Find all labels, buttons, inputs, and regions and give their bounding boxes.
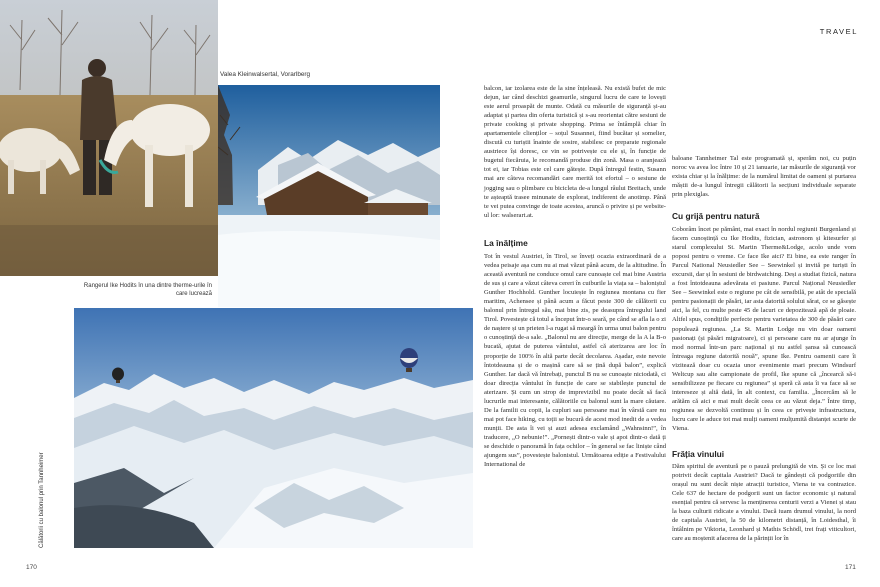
article-column-right [672,154,856,199]
heading-fratia-vinului: Frăția vinului [672,449,725,459]
article-column-right-cont-2 [672,462,856,543]
column-left-paragraph-2: Tot în vestul Austriei, în Tirol, se înveți ocazia extraordinară de a vedea peisaje așa cum nu ai mai văzut până acum, de la altitudine. În această aventură ne conduce omul care cunoaște cel mai bine Austria de sus și care a văzut câteva cereri în cuiburile la viața sa – baloniștul Gunther Hochhold. Gunther locuiește în regiunea montana cu fier maritim, Achensee și până acum a făcut peste 300 de călătorii cu balonul prin întregul său, mai bine zis, pe deasupra întregului land Tirol. Povestește că totul a început într-o seară, pe când se afla la o zi de naștere și un prieten l-a rugat să meargă în urma unui balon pentru o cunoștință de-a sale. „Balonul nu are direcție, merge de la A la B-o bucată, ajutat de puterea vântului, astfel că aterizarea are loc în proporție de 100% în altă parte decât decolarea. Așadar, este nevoie întotdeauna și de o mașină care să se țină după balon”, explică Gunther. Iar dacă vă întrebați, punctul B nu se cunoaște niciodată, ci doar direcția vântului în funcție de care se stabilește punctul de aterizare. Și cum un strop de imprevizibil nu poate decât să facă lucrurile mai interesante, călătoriile cu balonul sunt la mare căutare. De la familii cu copii, la cupluri sau persoane mai în vârstă care nu mai pot face hiking, cu toții se bucură de acest mod inedit de a vedea munții. De asta îi vei și auzi adesea exclamând „Wahnsinn!”, în traducere, „O nebunie!”. „Pornești dintr-o vale și apoi dintr-o dată ți se deschide o panoramă în fața ochilor – în general se fac liniște când ajungem sus”, povestește balonistul. Următoarea ediție a Festivalului International de [484,253,666,469]
heading-la-inaltime: La înălțime [484,238,528,248]
ranger-caption: Rangerul Ike Hodits în una dintre therme-urile în care lucrează [83,283,212,298]
column-left-paragraph-1: balcon, iar izolarea este de la sine înțeleasă. Nu există bufet de mic dejun, iar când deschizi geamurile, singurul lucru de care te lovești este aerul proaspăt de munte. Odată cu măsurile de siguranță și-au adaptat și partea din oferta turistică și s-au reorientat către sesiuni de private cooking și private shopping. Prima se întâmplă chiar în apartamentele clienților – soțul Susannei, fiind bucătar și somelier, discută cu turiștii înainte de sosire, stabilesc ce preparate regionale austriece își doresc, ce vin se potrivește cu ele și, în funcție de bugetul fiecăruia, le recomandă produse din zonă. Masa o aranjează tot ei, iar Tobias este cel care gătește. După întregul festin, Susann mai are câteva recomandări care merită tot efortul – o sesiune de jogging sau o plimbare cu bicicleta de-a lungul râului Breitach, unde te așteaptă trasee minunate de explorat, indiferent de anotimp. Până te vei putea convinge de toate acestea, aruncă o privire și pe website-ul lor: walserart.at. [484,85,666,219]
article-column-left-cont [484,252,666,469]
heading-cu-grija-pentru-natura: Cu grijă pentru natură [672,211,760,221]
column-right-paragraph-2: Coborâm încet pe pământ, mai exact în nordul regiunii Burgenland și facem cunoștință cu Ike Hodits, fizician, astronom și kitesurfer și starul complexului St. Martin Therme&Lodge, acolo unde vom poposi pentru o vreme. Ce face Ike aici? Ei bine, ea este ranger în Parcul National Neusiedler See – Seewinkel și invită pe turiști în excursii, dar și în sesiuni de birdwatching. Deși a studiat fizică, natura a fost întotdeauna adevărata ei pasiune. Parcul Național Neusiedler See – Seewinkel este o regiune pe cât de sensibilă, pe atât de specială pentru pasionații de păsări, iar asta datorită solului sărat, ce se găsește aici, la fel, cu multe peste 45 de lacuri ce depozitează apă de ploaie. Altfel spus, condițiile perfecte pentru varietatea de 300 de păsări care populează regiunea. „La St. Martin Lodge nu vin doar oameni pasionați (și păsări migratoare), ci și persoane care nu ar ajunge în mod normal într-un parc național și nu astfel șansa să cunoască întreaga regiune datorită nouă”, spune Ike. Pentru oamenii care îi vizitează doar cu ocazia unor evenimente mari precum Windsurf Weltcup sau alte campionate de profil, Ike spune că „încearcă să-i sensibilizeze pe fiecare cu regiunea” și speră că asta îi va face să se intereseze și altă dată, în alt context, cu familia. „Încercăm să le arătăm că aici e mai mult decât ceea ce au văzut deja.” Între timp, regiunea se dezvoltă continuu și în ceea ce privește infrastructura, lucru care le aduce tot mai mulți oameni mulțumită distanței scurte de Viena. [672,226,856,433]
ranger-with-alpacas-photo [0,0,218,276]
section-label: TRAVEL [819,27,858,36]
column-right-paragraph-1: baloane Tannheimer Tal este programată și, sperăm noi, cu puțin noroc va avea loc între 10 și 21 ianuarie, iar măsurile de siguranță vor exista chiar și la înălțime: de la numărul limitat de oameni și purtarea măștii de-a lungul întregii călătorii la secțiuni individuale separate prin plexiglas. [672,155,856,199]
article-column-left [484,84,666,220]
balloons-caption: Călătorii cu balonul prin Tannheimer [39,452,45,548]
valley-caption: Valea Kleinwalsertal, Vorarlberg [220,71,311,78]
snowy-chalet-photo [218,85,440,307]
article-column-right-cont [672,225,856,433]
column-right-paragraph-3: Dăm spiritul de aventură pe o pauză prelungită de vin. Și ce loc mai potrivit decât capitala Austriei? Dacă te gândești că podgoriile din orașul nu sunt decât niște atracții turistice, Viena te va contrazice. Cele 637 de hectare de podgorii sunt un factor economic și natural esențial pentru că servesc la menținerea centurii verzi a Vienei și stau la baza culturii ridicate a vinului. Dacă iuam drumul vinului, la nord de capitala Austriei, la 50 de kilometri distanță, în Loidesthal, îi întâlnim pe Viktoria, Leonhard și Mathis Schödl, trei frați viticultori, care au moștenit afacerea de la părinții lor în [672,463,856,543]
page-number-right: 171 [845,564,856,571]
page-number-left: 170 [26,564,37,571]
balloons-over-mountains-photo [74,308,473,548]
